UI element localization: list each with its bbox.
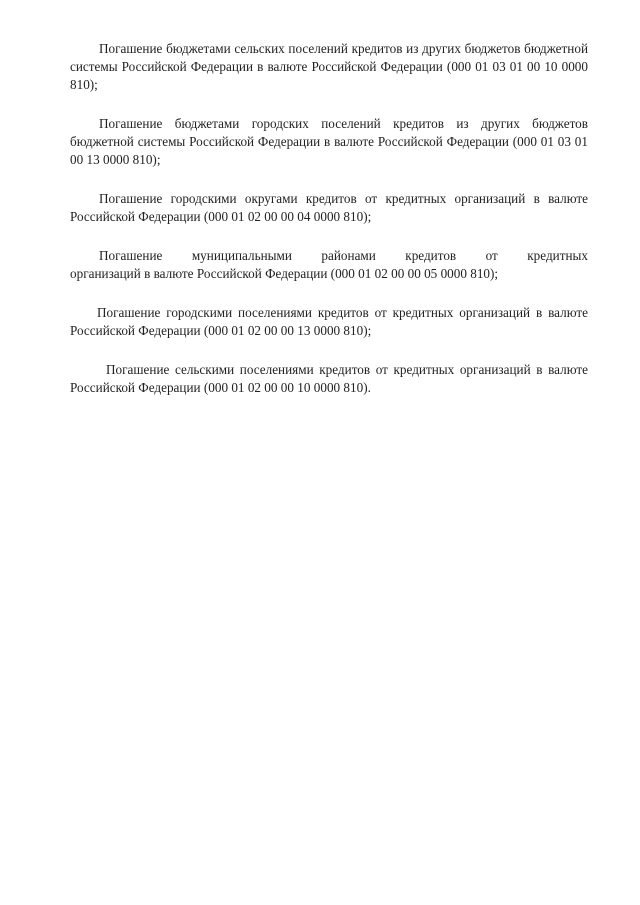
paragraph-urban-settlements-bank-credits: Погашение городскими поселениями кредитов от кредитных организаций в валюте Российской Федерации (000 01 02 00 00 13 0000 810); (70, 305, 588, 338)
paragraph-urban-settlements-budget-credits: Погашение бюджетами городских поселений кредитов из других бюджетов бюджетной системы Российской Федерации в валюте Российской Федерации (000 01 03 01 00 13 0000 810); (70, 116, 588, 167)
paragraph-line: организаций в валюте Российской Федерации (000 01 02 00 00 05 0000 810); (70, 266, 499, 281)
paragraph-line: Погашение муниципальными районами кредитов от кредитных (99, 248, 588, 263)
paragraph-urban-districts-bank-credits: Погашение городскими округами кредитов от кредитных организаций в валюте Российской Федерации (000 01 02 00 00 04 0000 810); (70, 191, 588, 224)
document-body (70, 40, 588, 418)
paragraph-rural-settlements-budget-credits: Погашение бюджетами сельских поселений кредитов из других бюджетов бюджетной системы Российской Федерации в валюте Российской Федерации (000 01 03 01 00 10 0000 810); (70, 41, 588, 92)
paragraph-rural-settlements-bank-credits: Погашение сельскими поселениями кредитов от кредитных организаций в валюте Российской Федерации (000 01 02 00 00 10 0000 810). (70, 362, 588, 395)
paragraph-municipal-districts-bank-credits (70, 247, 588, 283)
